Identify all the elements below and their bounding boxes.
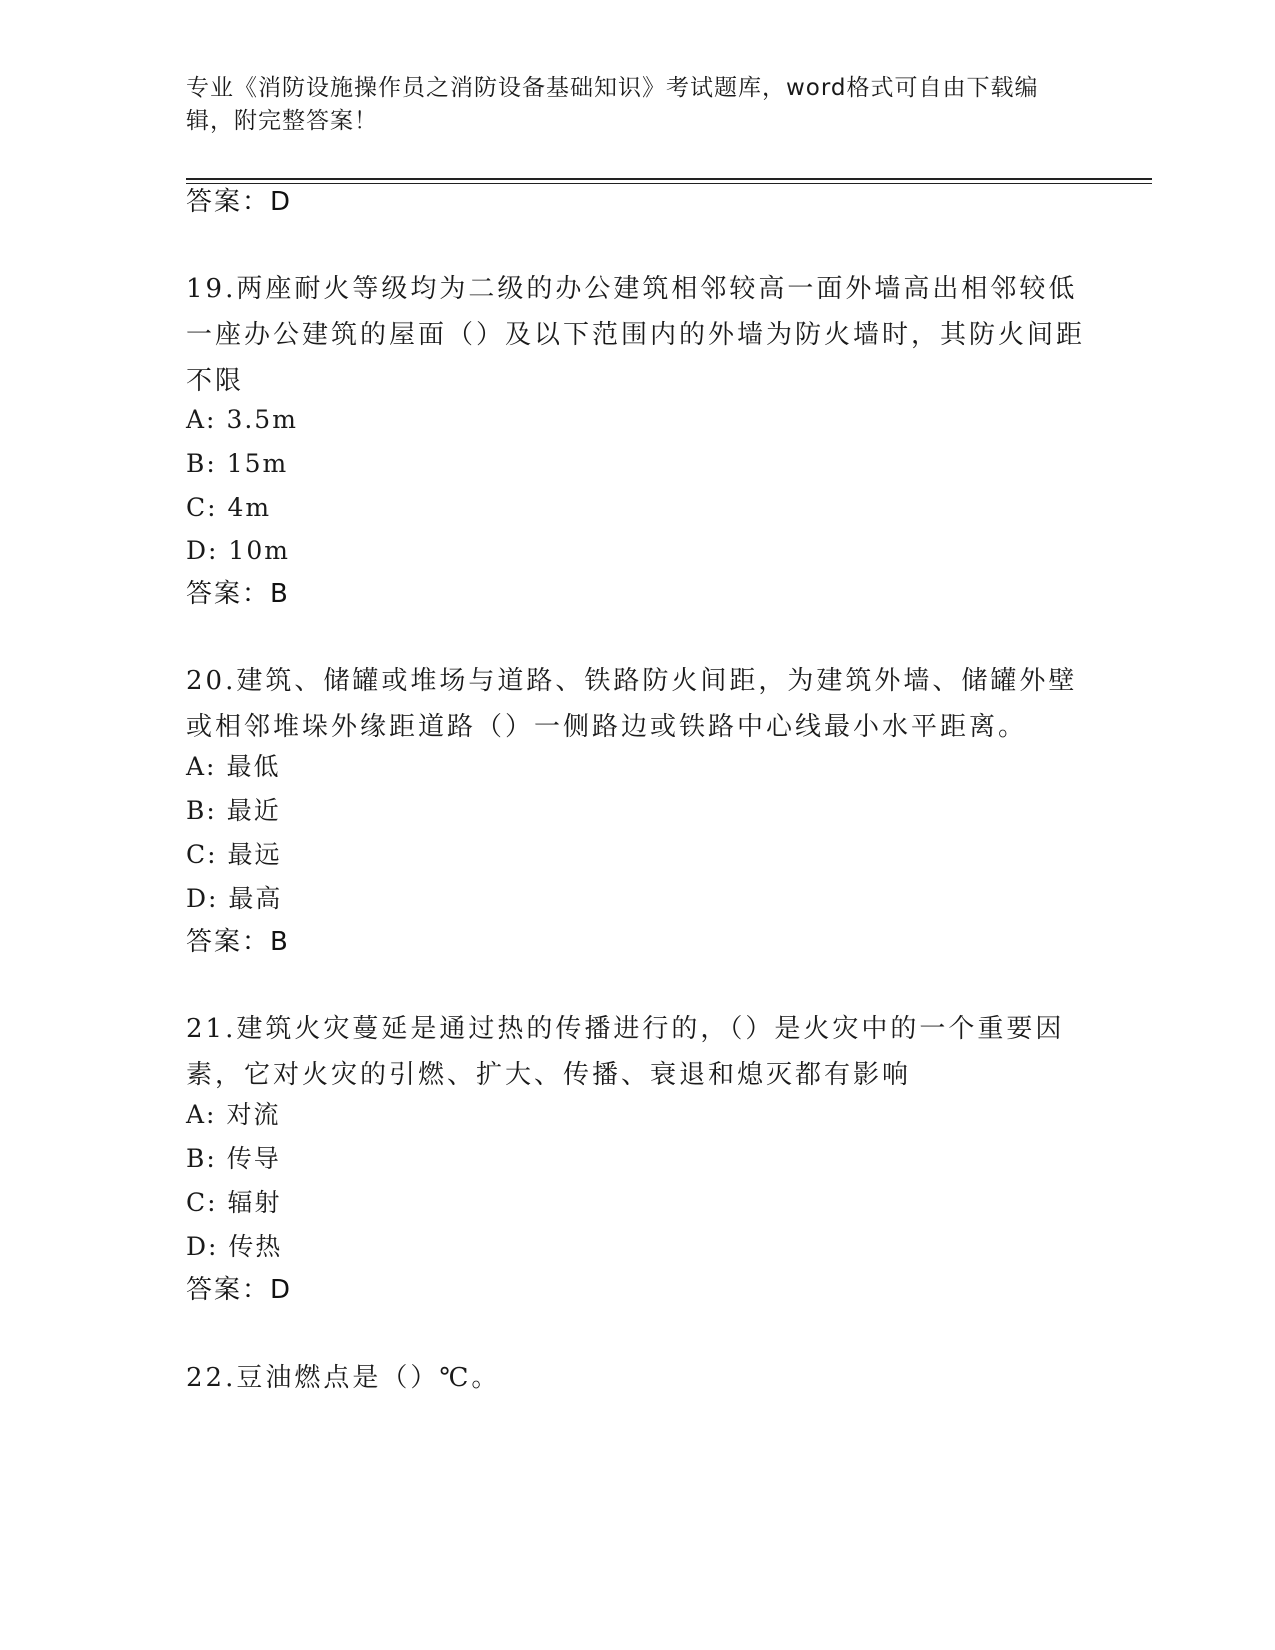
answer-18: 答案：D [186,187,293,217]
option-text: 10m [228,536,290,565]
option-letter: D: [186,536,219,565]
option-letter: C: [186,1188,218,1217]
option-letter: B: [186,796,217,825]
question-21-stem: 21.建筑火灾蔓延是通过热的传播进行的，（）是火灾中的一个重要因素，它对火灾的引燃、扩大、传播、衰退和熄灭都有影响 [186,1014,1065,1090]
question-20-stem: 20.建筑、储罐或堆场与道路、铁路防火间距，为建筑外墙、储罐外壁或相邻堆垛外缘距道路（）一侧路边或铁路中心线最小水平距离。 [186,666,1078,742]
question-19-option-d [186,535,290,567]
option-letter: A: [186,1100,217,1129]
question-21-option-c [186,1187,282,1219]
option-text: 对流 [226,1100,281,1129]
question-20-option-b [186,795,281,827]
question-21-option-b [186,1143,281,1175]
question-21-option-a [186,1099,280,1131]
question-19-stem: 19.两座耐火等级均为二级的办公建筑相邻较高一面外墙高出相邻较低一座办公建筑的屋面（）及以下范围内的外墙为防火墙时，其防火间距不限 [186,274,1086,396]
option-text: 15m [226,449,289,478]
header-divider-thin [186,183,1152,184]
option-letter: A: [186,405,217,434]
question-20-option-a [186,751,280,783]
option-text: 传导 [226,1144,281,1173]
question-20-option-d [186,883,282,915]
question-20-option-c [186,839,282,871]
option-text: 最远 [227,840,282,869]
document-header: 专业《消防设施操作员之消防设备基础知识》考试题库，word格式可自由下载编辑，附完整答案！ [186,75,1039,134]
option-text: 传热 [228,1232,283,1261]
option-text: 最高 [228,884,283,913]
option-text: 4m [227,493,272,522]
option-letter: C: [186,840,218,869]
question-21-option-d [186,1231,282,1263]
question-22-stem: 22.豆油燃点是（）℃。 [186,1363,501,1393]
question-19-option-a [186,404,298,436]
option-letter: A: [186,752,217,781]
option-letter: C: [186,493,218,522]
option-text: 3.5m [226,405,298,434]
question-19-option-c [186,492,271,524]
header-divider-thick [186,178,1152,180]
option-letter: D: [186,1232,219,1261]
answer-21: 答案：D [186,1275,293,1305]
option-text: 最低 [226,752,281,781]
answer-19: 答案：B [186,579,290,609]
option-letter: D: [186,884,219,913]
option-letter: B: [186,449,217,478]
answer-20: 答案：B [186,927,290,957]
question-19-option-b [186,448,288,480]
option-text: 最近 [226,796,281,825]
option-letter: B: [186,1144,217,1173]
option-text: 辐射 [227,1188,282,1217]
